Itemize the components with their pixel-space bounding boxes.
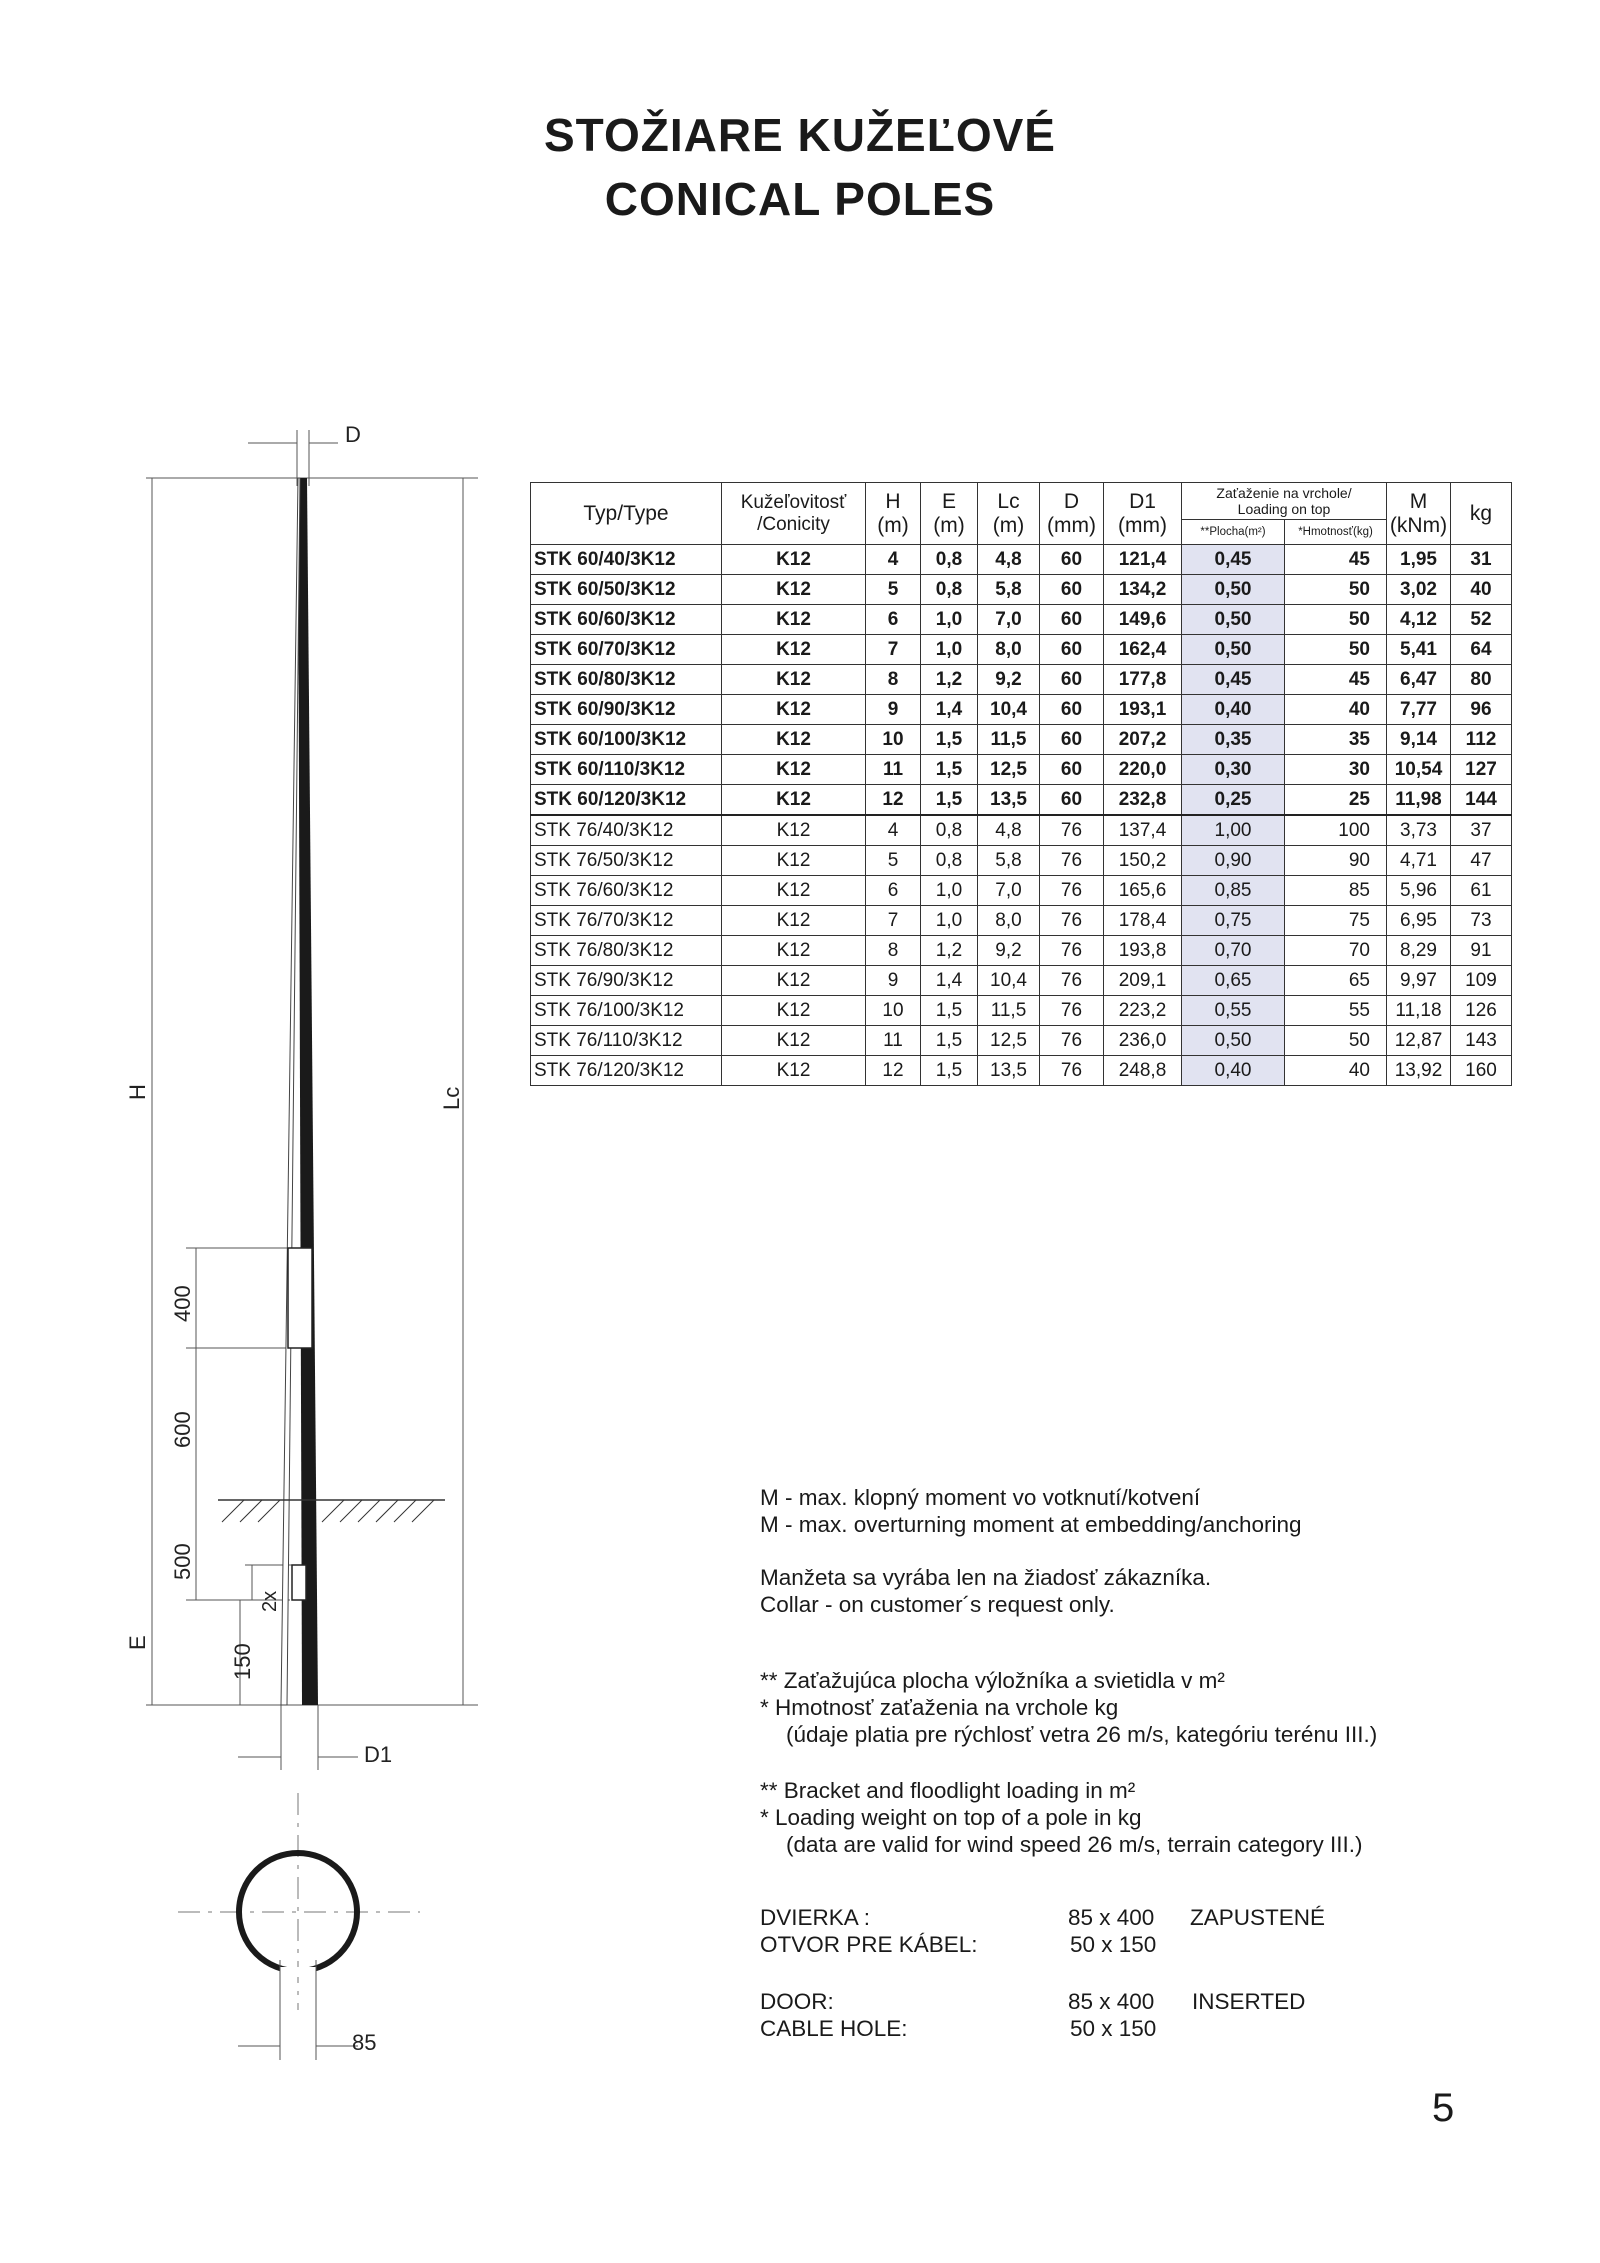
- cell-d1: 177,8: [1104, 665, 1182, 695]
- title-line-2: CONICAL POLES: [604, 173, 996, 225]
- cell-hmotnost: 50: [1285, 575, 1387, 605]
- cross-section: [178, 1793, 420, 2060]
- cell-d: 76: [1040, 966, 1104, 996]
- cell-lc: 8,0: [978, 906, 1040, 936]
- cell-h: 11: [866, 755, 921, 785]
- cell-hmotnost: 40: [1285, 695, 1387, 725]
- cable-en-value: 50 x 150: [1070, 2016, 1157, 2041]
- cell-hmotnost: 50: [1285, 1026, 1387, 1056]
- cell-kg: 52: [1451, 605, 1512, 635]
- cell-h: 6: [866, 605, 921, 635]
- cell-conicity: K12: [722, 996, 866, 1026]
- pole-outline: [281, 478, 300, 1705]
- cell-d: 60: [1040, 785, 1104, 816]
- cell-kg: 61: [1451, 876, 1512, 906]
- table-row: [531, 575, 1512, 605]
- cell-plocha: 1,00: [1182, 815, 1285, 846]
- cell-conicity: K12: [722, 575, 866, 605]
- cell-type: STK 60/110/3K12: [531, 755, 722, 785]
- cell-d1: 162,4: [1104, 635, 1182, 665]
- cell-lc: 10,4: [978, 966, 1040, 996]
- cell-plocha: 0,85: [1182, 876, 1285, 906]
- cell-m: 5,96: [1387, 876, 1451, 906]
- cell-d1: 150,2: [1104, 846, 1182, 876]
- cell-d: 60: [1040, 725, 1104, 755]
- cell-hmotnost: 55: [1285, 996, 1387, 1026]
- cell-h: 9: [866, 695, 921, 725]
- cell-conicity: K12: [722, 635, 866, 665]
- cell-kg: 80: [1451, 665, 1512, 695]
- cell-lc: 9,2: [978, 665, 1040, 695]
- cell-e: 0,8: [921, 545, 978, 575]
- cell-plocha: 0,25: [1182, 785, 1285, 816]
- cell-m: 3,73: [1387, 815, 1451, 846]
- cell-plocha: 0,40: [1182, 1056, 1285, 1086]
- cell-type: STK 76/110/3K12: [531, 1026, 722, 1056]
- cell-m: 4,12: [1387, 605, 1451, 635]
- collar-note-en: Collar - on customer´s request only.: [760, 1592, 1115, 1617]
- cell-d1: 193,1: [1104, 695, 1182, 725]
- table-row: [531, 1056, 1512, 1086]
- cell-type: STK 60/100/3K12: [531, 725, 722, 755]
- cell-e: 1,0: [921, 605, 978, 635]
- cell-h: 5: [866, 575, 921, 605]
- cell-type: STK 60/50/3K12: [531, 575, 722, 605]
- cell-plocha: 0,35: [1182, 725, 1285, 755]
- cell-m: 3,02: [1387, 575, 1451, 605]
- cell-e: 0,8: [921, 846, 978, 876]
- cell-type: STK 76/120/3K12: [531, 1056, 722, 1086]
- cell-conicity: K12: [722, 755, 866, 785]
- cell-h: 7: [866, 906, 921, 936]
- cell-lc: 7,0: [978, 876, 1040, 906]
- label-400: 400: [170, 1285, 195, 1322]
- cell-h: 4: [866, 815, 921, 846]
- cell-d1: 149,6: [1104, 605, 1182, 635]
- cell-e: 1,0: [921, 906, 978, 936]
- cell-hmotnost: 30: [1285, 755, 1387, 785]
- cell-lc: 11,5: [978, 996, 1040, 1026]
- cell-m: 6,47: [1387, 665, 1451, 695]
- cell-type: STK 76/60/3K12: [531, 876, 722, 906]
- cell-kg: 64: [1451, 635, 1512, 665]
- cell-m: 12,87: [1387, 1026, 1451, 1056]
- cell-kg: 127: [1451, 755, 1512, 785]
- cell-m: 5,41: [1387, 635, 1451, 665]
- cell-conicity: K12: [722, 665, 866, 695]
- cell-hmotnost: 75: [1285, 906, 1387, 936]
- cell-e: 0,8: [921, 815, 978, 846]
- cell-lc: 4,8: [978, 545, 1040, 575]
- table-row: [531, 635, 1512, 665]
- cell-d1: 137,4: [1104, 815, 1182, 846]
- load-notes-en: [760, 1777, 1363, 1858]
- cell-d: 60: [1040, 695, 1104, 725]
- header-kg: kg: [1451, 483, 1512, 545]
- cell-lc: 4,8: [978, 815, 1040, 846]
- cell-d: 60: [1040, 545, 1104, 575]
- cell-d1: 165,6: [1104, 876, 1182, 906]
- cell-plocha: 0,70: [1182, 936, 1285, 966]
- cell-d1: 207,2: [1104, 725, 1182, 755]
- header-d: D (mm): [1040, 483, 1104, 545]
- cell-d: 76: [1040, 996, 1104, 1026]
- page-number: 5: [1432, 2086, 1455, 2130]
- cell-conicity: K12: [722, 1056, 866, 1086]
- cell-e: 1,4: [921, 966, 978, 996]
- cell-plocha: 0,50: [1182, 605, 1285, 635]
- load-note-en-1: ** Bracket and floodlight loading in m²: [760, 1778, 1136, 1803]
- cell-h: 4: [866, 545, 921, 575]
- cell-hmotnost: 50: [1285, 635, 1387, 665]
- cell-kg: 73: [1451, 906, 1512, 936]
- cell-kg: 31: [1451, 545, 1512, 575]
- cell-d: 76: [1040, 815, 1104, 846]
- cell-m: 10,54: [1387, 755, 1451, 785]
- cell-m: 9,14: [1387, 725, 1451, 755]
- cell-e: 1,5: [921, 996, 978, 1026]
- cell-e: 0,8: [921, 575, 978, 605]
- header-d1: D1 (mm): [1104, 483, 1182, 545]
- cell-m: 11,98: [1387, 785, 1451, 816]
- cell-kg: 109: [1451, 966, 1512, 996]
- cell-lc: 5,8: [978, 846, 1040, 876]
- cell-d1: 220,0: [1104, 755, 1182, 785]
- cell-lc: 7,0: [978, 605, 1040, 635]
- label-85: 85: [352, 2030, 377, 2055]
- cell-h: 9: [866, 966, 921, 996]
- cell-d1: 223,2: [1104, 996, 1182, 1026]
- cell-kg: 37: [1451, 815, 1512, 846]
- cell-conicity: K12: [722, 846, 866, 876]
- table-row: [531, 846, 1512, 876]
- door-en-label: DOOR:: [760, 1989, 834, 2014]
- header-h: H (m): [866, 483, 921, 545]
- cell-d: 76: [1040, 1056, 1104, 1086]
- table-row: [531, 876, 1512, 906]
- cell-hmotnost: 45: [1285, 665, 1387, 695]
- cell-d: 76: [1040, 936, 1104, 966]
- cell-conicity: K12: [722, 605, 866, 635]
- table-row: [531, 815, 1512, 846]
- cell-lc: 12,5: [978, 755, 1040, 785]
- cell-hmotnost: 35: [1285, 725, 1387, 755]
- cell-conicity: K12: [722, 815, 866, 846]
- door: [288, 1248, 312, 1348]
- cell-h: 10: [866, 725, 921, 755]
- cell-conicity: K12: [722, 936, 866, 966]
- cell-plocha: 0,50: [1182, 1026, 1285, 1056]
- cell-m: 9,97: [1387, 966, 1451, 996]
- cell-e: 1,0: [921, 876, 978, 906]
- header-plocha: **Plocha(m²): [1182, 520, 1285, 545]
- cell-d: 60: [1040, 575, 1104, 605]
- header-m: M (kNm): [1387, 483, 1451, 545]
- collar-note-sk: Manžeta sa vyrába len na žiadosť zákazníka.: [760, 1565, 1212, 1590]
- cell-plocha: 0,45: [1182, 665, 1285, 695]
- cell-lc: 5,8: [978, 575, 1040, 605]
- cell-type: STK 76/80/3K12: [531, 936, 722, 966]
- label-lc: Lc: [439, 1086, 464, 1110]
- table-row: [531, 996, 1512, 1026]
- cell-plocha: 0,40: [1182, 695, 1285, 725]
- door-sk-label: DVIERKA :: [760, 1905, 871, 1930]
- pole-body: [298, 478, 318, 1705]
- cell-kg: 144: [1451, 785, 1512, 816]
- table-row: [531, 545, 1512, 575]
- cell-e: 1,5: [921, 1056, 978, 1086]
- cell-conicity: K12: [722, 1026, 866, 1056]
- cable-sk-label: OTVOR PRE KÁBEL:: [760, 1932, 978, 1957]
- cell-kg: 126: [1451, 996, 1512, 1026]
- cell-d: 60: [1040, 635, 1104, 665]
- cell-type: STK 76/50/3K12: [531, 846, 722, 876]
- moment-note-sk: M - max. klopný moment vo votknutí/kotvení: [760, 1485, 1201, 1510]
- cell-e: 1,5: [921, 725, 978, 755]
- cell-type: STK 60/90/3K12: [531, 695, 722, 725]
- cell-conicity: K12: [722, 785, 866, 816]
- cell-e: 1,5: [921, 1026, 978, 1056]
- cell-hmotnost: 50: [1285, 605, 1387, 635]
- cell-type: STK 60/60/3K12: [531, 605, 722, 635]
- table-row: [531, 966, 1512, 996]
- header-hmotnost: *Hmotnosť(kg): [1285, 520, 1387, 545]
- cell-type: STK 60/80/3K12: [531, 665, 722, 695]
- cell-h: 12: [866, 785, 921, 816]
- cell-d1: 193,8: [1104, 936, 1182, 966]
- cell-h: 12: [866, 1056, 921, 1086]
- cell-m: 6,95: [1387, 906, 1451, 936]
- label-d1: D1: [364, 1742, 393, 1767]
- cell-e: 1,0: [921, 635, 978, 665]
- cell-plocha: 0,90: [1182, 846, 1285, 876]
- cell-type: STK 60/40/3K12: [531, 545, 722, 575]
- cell-h: 8: [866, 936, 921, 966]
- label-d: D: [345, 422, 361, 447]
- cell-h: 7: [866, 635, 921, 665]
- door-sk-value: 85 x 400: [1068, 1905, 1155, 1930]
- cell-conicity: K12: [722, 876, 866, 906]
- table-row: [531, 1026, 1512, 1056]
- cell-lc: 10,4: [978, 695, 1040, 725]
- spec-table: [530, 482, 1512, 1086]
- label-h: H: [125, 1084, 150, 1100]
- cable-sk-value: 50 x 150: [1070, 1932, 1157, 1957]
- table-row: [531, 785, 1512, 816]
- cell-d: 60: [1040, 755, 1104, 785]
- cell-type: STK 76/40/3K12: [531, 815, 722, 846]
- cell-hmotnost: 40: [1285, 1056, 1387, 1086]
- cell-d1: 209,1: [1104, 966, 1182, 996]
- cell-m: 1,95: [1387, 545, 1451, 575]
- load-note-en-3: (data are valid for wind speed 26 m/s, terrain category III.): [786, 1832, 1363, 1857]
- table-row: [531, 936, 1512, 966]
- cell-plocha: 0,30: [1182, 755, 1285, 785]
- table-row: [531, 605, 1512, 635]
- cell-hmotnost: 65: [1285, 966, 1387, 996]
- cell-conicity: K12: [722, 725, 866, 755]
- header-type: Typ/Type: [531, 483, 722, 545]
- header-lc: Lc (m): [978, 483, 1040, 545]
- cell-kg: 143: [1451, 1026, 1512, 1056]
- cell-plocha: 0,75: [1182, 906, 1285, 936]
- label-150: 150: [230, 1643, 255, 1680]
- cell-type: STK 60/70/3K12: [531, 635, 722, 665]
- header-conicity: Kužeľovitosť /Conicity: [722, 483, 866, 545]
- ground-hatch: [222, 1500, 434, 1522]
- cell-d1: 236,0: [1104, 1026, 1182, 1056]
- moment-notes: [760, 1484, 1302, 1538]
- cell-lc: 12,5: [978, 1026, 1040, 1056]
- cell-m: 13,92: [1387, 1056, 1451, 1086]
- moment-note-en: M - max. overturning moment at embedding/anchoring: [760, 1512, 1302, 1537]
- cell-type: STK 60/120/3K12: [531, 785, 722, 816]
- cell-kg: 47: [1451, 846, 1512, 876]
- cell-lc: 13,5: [978, 1056, 1040, 1086]
- cell-d1: 232,8: [1104, 785, 1182, 816]
- cell-e: 1,2: [921, 665, 978, 695]
- cell-m: 7,77: [1387, 695, 1451, 725]
- cell-lc: 11,5: [978, 725, 1040, 755]
- cell-kg: 96: [1451, 695, 1512, 725]
- cell-h: 8: [866, 665, 921, 695]
- cell-d: 76: [1040, 876, 1104, 906]
- cell-d: 76: [1040, 1026, 1104, 1056]
- collar-notes: [760, 1564, 1211, 1618]
- cell-e: 1,5: [921, 755, 978, 785]
- load-note-sk-1: ** Zaťažujúca plocha výložníka a svietidla v m²: [760, 1668, 1225, 1693]
- cell-hmotnost: 85: [1285, 876, 1387, 906]
- cell-plocha: 0,50: [1182, 635, 1285, 665]
- cell-plocha: 0,45: [1182, 545, 1285, 575]
- load-note-sk-3: (údaje platia pre rýchlosť vetra 26 m/s, kategóriu terénu III.): [786, 1722, 1378, 1747]
- header-loading: Zaťaženie na vrchole/ Loading on top: [1182, 483, 1387, 520]
- cell-e: 1,4: [921, 695, 978, 725]
- cell-h: 11: [866, 1026, 921, 1056]
- header-e: E (m): [921, 483, 978, 545]
- cell-hmotnost: 25: [1285, 785, 1387, 816]
- cell-plocha: 0,55: [1182, 996, 1285, 1026]
- cell-kg: 91: [1451, 936, 1512, 966]
- cell-conicity: K12: [722, 906, 866, 936]
- cell-m: 11,18: [1387, 996, 1451, 1026]
- cell-m: 4,71: [1387, 846, 1451, 876]
- table-body: [531, 545, 1512, 1086]
- cell-hmotnost: 70: [1285, 936, 1387, 966]
- load-note-en-2: * Loading weight on top of a pole in kg: [760, 1805, 1142, 1830]
- cell-type: STK 76/70/3K12: [531, 906, 722, 936]
- cell-plocha: 0,50: [1182, 575, 1285, 605]
- cell-lc: 9,2: [978, 936, 1040, 966]
- door-en-value: 85 x 400: [1068, 1989, 1155, 2014]
- cell-kg: 160: [1451, 1056, 1512, 1086]
- table-row: [531, 665, 1512, 695]
- cable-en-label: CABLE HOLE:: [760, 2016, 908, 2041]
- door-sk-note: ZAPUSTENÉ: [1190, 1905, 1326, 1930]
- cell-d: 76: [1040, 906, 1104, 936]
- cell-kg: 40: [1451, 575, 1512, 605]
- cell-d1: 134,2: [1104, 575, 1182, 605]
- cell-kg: 112: [1451, 725, 1512, 755]
- cell-d1: 178,4: [1104, 906, 1182, 936]
- cell-conicity: K12: [722, 966, 866, 996]
- cell-e: 1,2: [921, 936, 978, 966]
- label-500: 500: [170, 1543, 195, 1580]
- cell-lc: 8,0: [978, 635, 1040, 665]
- load-notes-sk: [760, 1667, 1377, 1748]
- cell-d: 76: [1040, 846, 1104, 876]
- cell-h: 5: [866, 846, 921, 876]
- label-2x: 2x: [259, 1590, 281, 1612]
- cell-type: STK 76/90/3K12: [531, 966, 722, 996]
- door-en-note: INSERTED: [1192, 1989, 1306, 2014]
- cell-d1: 121,4: [1104, 545, 1182, 575]
- cell-h: 6: [866, 876, 921, 906]
- cell-d: 60: [1040, 605, 1104, 635]
- cell-e: 1,5: [921, 785, 978, 816]
- cell-d: 60: [1040, 665, 1104, 695]
- cell-d1: 248,8: [1104, 1056, 1182, 1086]
- cell-plocha: 0,65: [1182, 966, 1285, 996]
- label-e: E: [125, 1635, 150, 1650]
- cell-conicity: K12: [722, 545, 866, 575]
- cable-hole: [292, 1565, 306, 1600]
- cell-h: 10: [866, 996, 921, 1026]
- table-row: [531, 906, 1512, 936]
- cell-hmotnost: 45: [1285, 545, 1387, 575]
- cell-conicity: K12: [722, 695, 866, 725]
- cell-hmotnost: 100: [1285, 815, 1387, 846]
- label-600: 600: [170, 1411, 195, 1448]
- cell-m: 8,29: [1387, 936, 1451, 966]
- table-row: [531, 755, 1512, 785]
- cell-type: STK 76/100/3K12: [531, 996, 722, 1026]
- table-row: [531, 725, 1512, 755]
- title-line-1: STOŽIARE KUŽEĽOVÉ: [544, 109, 1056, 161]
- load-note-sk-2: * Hmotnosť zaťaženia na vrchole kg: [760, 1695, 1119, 1720]
- table-row: [531, 695, 1512, 725]
- cell-hmotnost: 90: [1285, 846, 1387, 876]
- cell-lc: 13,5: [978, 785, 1040, 816]
